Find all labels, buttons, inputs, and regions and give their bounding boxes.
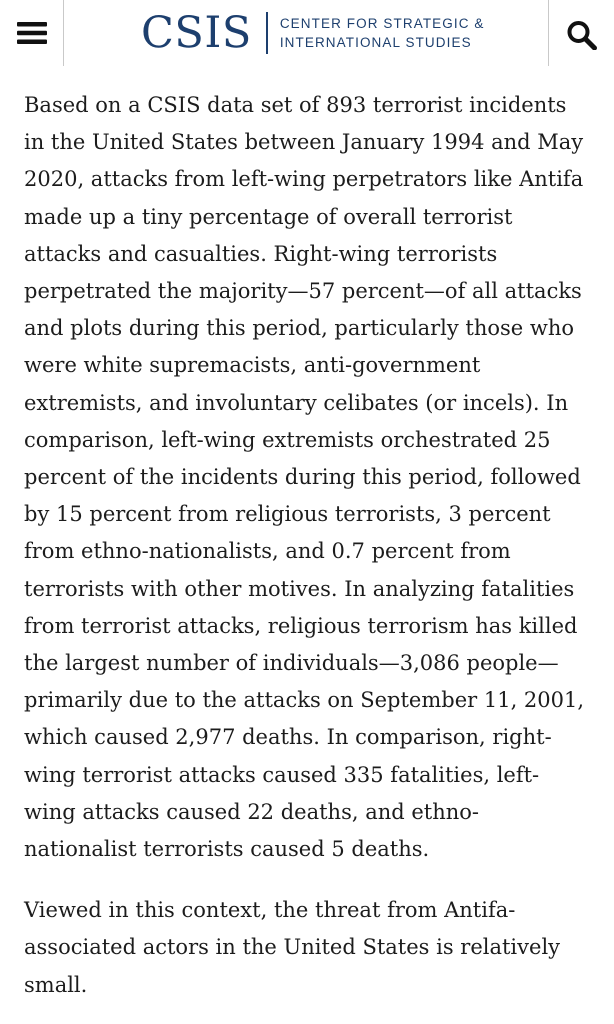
menu-button[interactable] — [0, 0, 64, 66]
article-paragraph: Viewed in this context, the threat from Antifa-associated actors in the United States is relatively small. — [24, 898, 561, 997]
logo-divider — [266, 12, 268, 54]
csis-logo[interactable] — [141, 6, 485, 60]
logo-name-line-2: INTERNATIONAL STUDIES — [279, 35, 472, 50]
search-button[interactable] — [548, 0, 614, 66]
site-header — [0, 0, 614, 68]
article-body — [24, 87, 590, 1024]
logo-organization-name — [280, 14, 485, 52]
logo-name-line-1: CENTER FOR STRATEGIC & — [279, 16, 485, 31]
hamburger-menu-icon — [17, 22, 47, 44]
logo-mark: CSIS — [141, 8, 252, 58]
search-icon — [566, 20, 598, 50]
article-paragraph: Based on a CSIS data set of 893 terrorist incidents in the United States between January 1994 and May 2020, attacks from left-wing perpetrators like Antifa made up a tiny percentage of overall terrorist attacks and casualties. Right-wing terrorists perpetrated the majority—57 percent—of all attacks and plots during this period, particularly those who were white supremacists, anti-government extremists, and involuntary celibates (or incels). In comparison, left-wing extremists orchestrated 25 percent of the incidents during this period, followed by 15 percent from religious terrorists, 3 percent from ethno-nationalists, and 0.7 percent from terrorists with other motives. In analyzing fatalities from terrorist attacks, religious terrorism has killed the largest number of individuals—3,086 people—primarily due to the attacks on September 11, 2001, which caused 2,977 deaths. In comparison, right-wing terrorist attacks caused 335 fatalities, left-wing attacks caused 22 deaths, and ethno-nationalist terrorists caused 5 deaths. — [24, 93, 585, 862]
